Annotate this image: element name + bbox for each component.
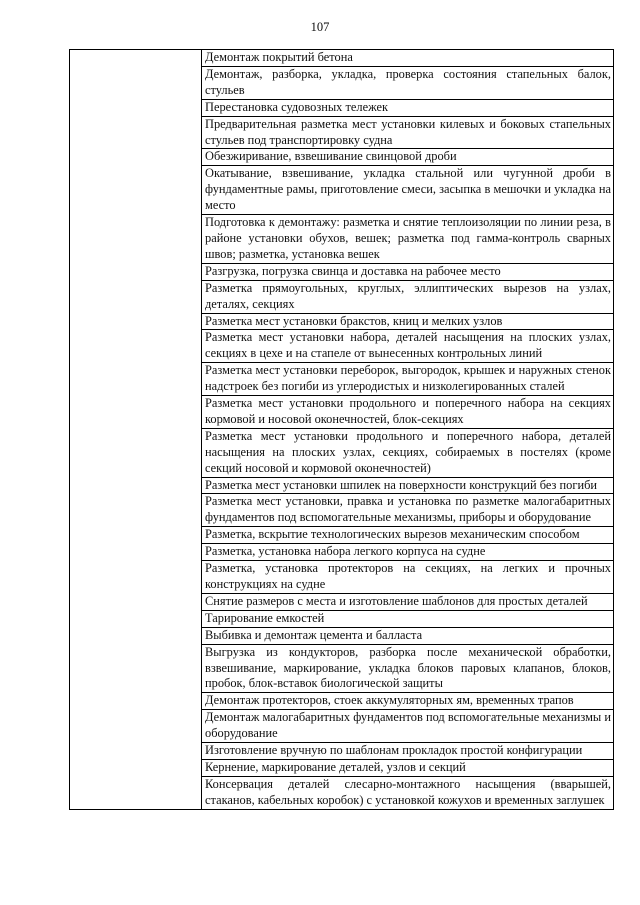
table-cell: Обезжиривание, взвешивание свинцовой дроби xyxy=(202,149,614,166)
work-types-table xyxy=(69,49,614,810)
table-cell: Разметка мест установки, правка и установка по разметке малогабаритных фундаментов под вспомогательные механизмы, приборы и оборудование xyxy=(202,494,614,527)
table-cell: Разметка мест установки переборок, выгородок, крышек и наружных стенок надстроек без погиби из углеродистых и низколегированных сталей xyxy=(202,363,614,396)
table-cell: Разметка мест установки набора, деталей насыщения на плоских узлах, секциях в цехе и на стапеле от вынесенных контрольных линий xyxy=(202,330,614,363)
table-cell: Разметка, установка набора легкого корпуса на судне xyxy=(202,544,614,561)
table-cell: Подготовка к демонтажу: разметка и снятие теплоизоляции по линии реза, в районе установки обухов, вешек; разметка под гамма-контроль сварных швов; разметка, установка вешек xyxy=(202,215,614,264)
table-cell: Разгрузка, погрузка свинца и доставка на рабочее место xyxy=(202,263,614,280)
table-cell: Тарирование емкостей xyxy=(202,610,614,627)
table-cell: Разметка, установка протекторов на секциях, на легких и прочных конструкциях на судне xyxy=(202,561,614,594)
table-cell: Перестановка судовозных тележек xyxy=(202,99,614,116)
table-cell: Консервация деталей слесарно-монтажного насыщения (вварышей, стаканов, кабельных коробок) с установкой кожухов и временных заглушек xyxy=(202,776,614,809)
table-cell: Разметка мест установки продольного и поперечного набора на секциях кормовой и носовой оконечностей, блок-секциях xyxy=(202,396,614,429)
table-cell: Предварительная разметка мест установки килевых и боковых стапельных стульев под транспортировку судна xyxy=(202,116,614,149)
table-cell: Выгрузка из кондукторов, разборка после механической обработки, взвешивание, маркирование, укладка блоков паровых клапанов, блоков, пробок, блок-вставок биологической защиты xyxy=(202,644,614,693)
table-cell: Разметка, вскрытие технологических вырезов механическим способом xyxy=(202,527,614,544)
table-cell: Окатывание, взвешивание, укладка стальной или чугунной дроби в фундаментные рамы, приготовление смеси, засыпка в мешочки и укладка на место xyxy=(202,166,614,215)
table-cell: Выбивка и демонтаж цемента и балласта xyxy=(202,627,614,644)
table-cell: Демонтаж малогабаритных фундаментов под вспомогательные механизмы и оборудование xyxy=(202,710,614,743)
empty-left-column xyxy=(70,50,202,810)
table-cell: Демонтаж покрытий бетона xyxy=(202,50,614,67)
table-cell: Изготовление вручную по шаблонам прокладок простой конфигурации xyxy=(202,743,614,760)
page-number: 107 xyxy=(310,20,330,34)
table-cell: Разметка мест установки бракстов, книц и мелких узлов xyxy=(202,313,614,330)
table-cell: Демонтаж протекторов, стоек аккумуляторных ям, временных трапов xyxy=(202,693,614,710)
table-cell: Демонтаж, разборка, укладка, проверка состояния стапельных балок, стульев xyxy=(202,66,614,99)
table-cell: Разметка мест установки шпилек на поверхности конструкций без погиби xyxy=(202,477,614,494)
table-cell: Кернение, маркирование деталей, узлов и секций xyxy=(202,759,614,776)
table-cell: Разметка мест установки продольного и поперечного набора, деталей насыщения на плоских узлах, секциях, собираемых в постелях (кроме секций носовой и кормовой оконечностей) xyxy=(202,428,614,477)
table-cell: Снятие размеров с места и изготовление шаблонов для простых деталей xyxy=(202,593,614,610)
table-row xyxy=(70,50,614,67)
table-cell: Разметка прямоугольных, круглых, эллиптических вырезов на узлах, деталях, секциях xyxy=(202,280,614,313)
